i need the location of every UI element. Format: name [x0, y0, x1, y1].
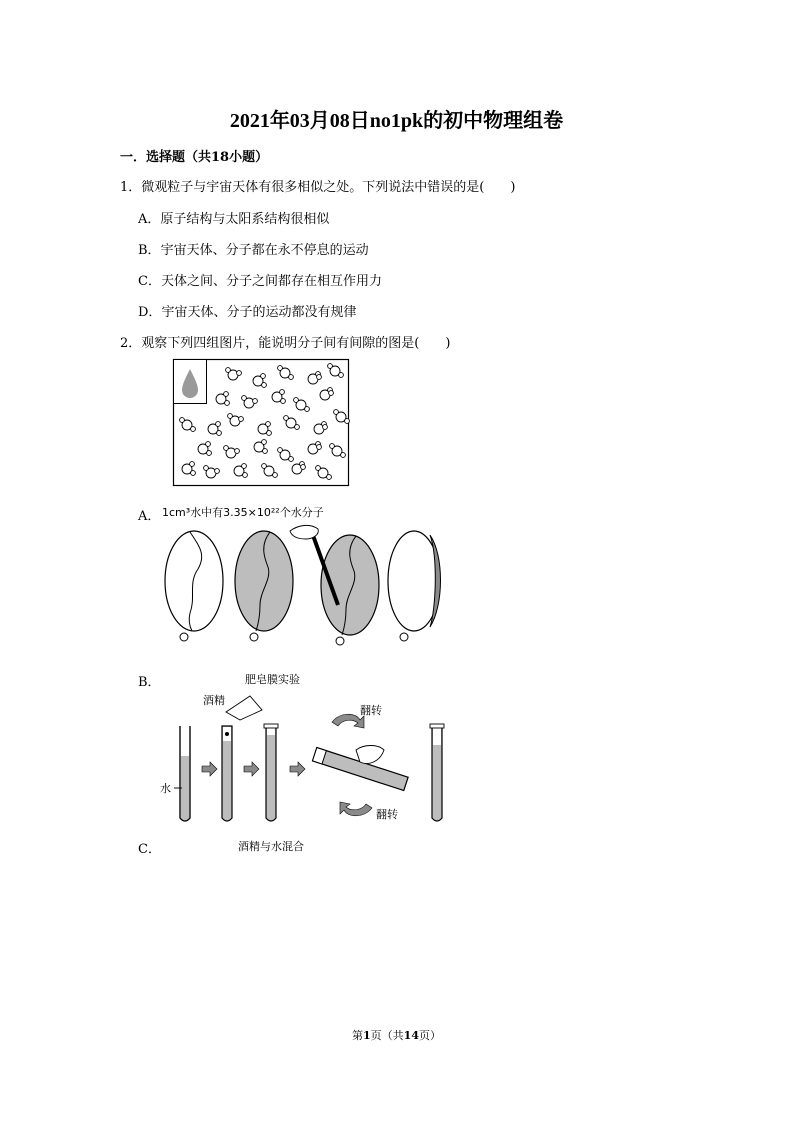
option-letter: D．: [138, 305, 162, 320]
label-flip-bottom: 翻转: [376, 808, 398, 821]
option-text: 宇宙天体、分子的运动都没有规律: [161, 305, 357, 320]
option-text: 原子结构与太阳系结构很相似: [160, 212, 330, 227]
page-footer: 第1页（共14页）: [352, 1029, 441, 1042]
option-letter: B．: [138, 675, 161, 690]
option-letter: C．: [138, 274, 161, 289]
option-2a[interactable]: [138, 505, 160, 524]
option-letter: B．: [138, 243, 161, 258]
question-stem: 观察下列四组图片，能说明分子间有间隙的图是( ): [141, 336, 451, 351]
water-molecules-figure: [173, 359, 349, 487]
page-title: 2021年03月08日no1pk的初中物理组卷: [229, 110, 564, 132]
page-number: 1: [363, 1029, 371, 1042]
question-2: [120, 332, 450, 351]
figure-b-caption: 肥皂膜实验: [245, 673, 300, 686]
option-letter: C．: [138, 842, 161, 857]
soap-film-figure: [160, 525, 450, 650]
option-text: 宇宙天体、分子都在永不停息的运动: [160, 243, 369, 258]
page-total: 14: [403, 1029, 419, 1042]
option-1a[interactable]: [138, 208, 329, 227]
option-letter: A．: [138, 212, 161, 227]
question-1: [120, 176, 515, 195]
label-alcohol: 酒精: [203, 694, 225, 707]
option-2b[interactable]: [138, 671, 161, 690]
section-heading: 一．选择题（共18小题）: [120, 150, 269, 165]
figure-a-caption: 1cm³水中有3.35×10²²个水分子: [162, 506, 324, 519]
label-flip-top: 翻转: [360, 704, 382, 717]
alcohol-water-figure: [160, 690, 460, 830]
figure-c-caption: 酒精与水混合: [238, 840, 304, 853]
option-1b[interactable]: [138, 239, 369, 258]
option-letter: A．: [138, 509, 161, 524]
question-number: 1．: [120, 180, 142, 195]
option-text: 天体之间、分子之间都存在相互作用力: [160, 274, 382, 289]
question-stem: 微观粒子与宇宙天体有很多相似之处。下列说法中错误的是( ): [141, 180, 516, 195]
option-1c[interactable]: [138, 270, 382, 289]
label-water: 水: [160, 782, 171, 795]
option-1d[interactable]: [138, 301, 356, 320]
option-2c[interactable]: [138, 838, 161, 857]
question-number: 2．: [120, 336, 142, 351]
